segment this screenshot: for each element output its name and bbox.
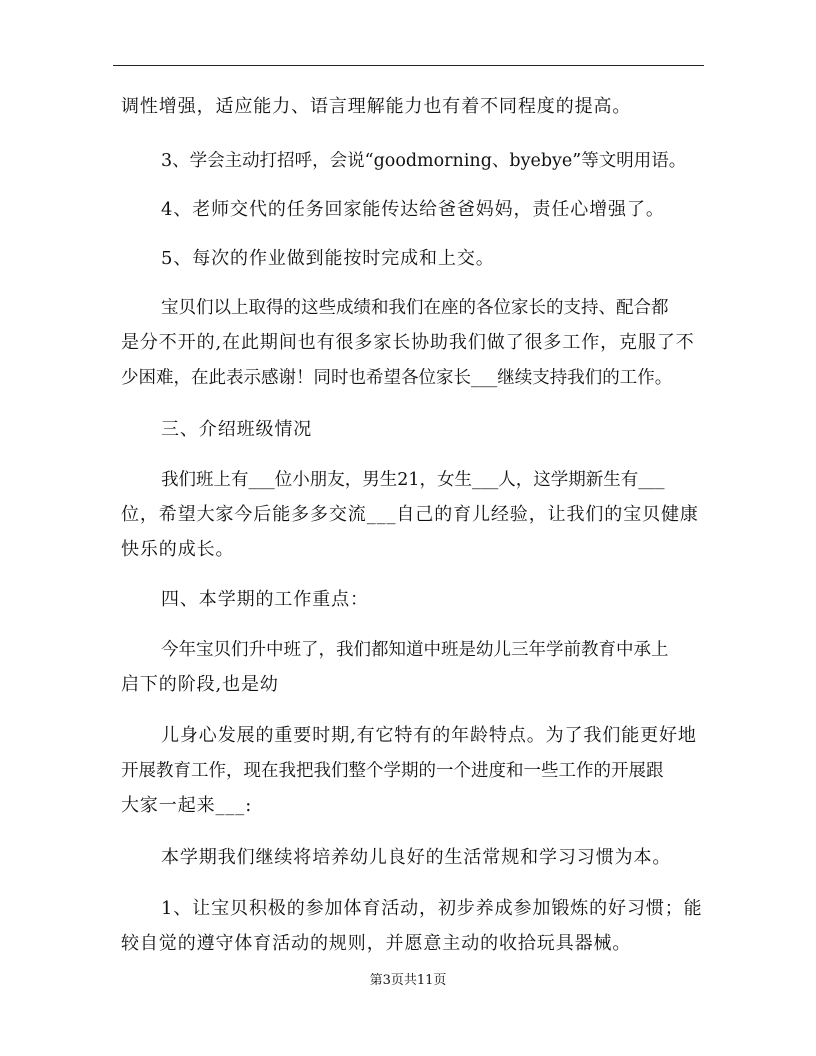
text-line-4: 5、每次的作业做到能按时完成和上交。 — [161, 248, 495, 269]
text-line-6: 是分不开的,在此期间也有很多家长协助我们做了很多工作，克服了不 — [121, 332, 695, 353]
text-line-7: 少困难，在此表示感谢！同时也希望各位家长___继续支持我们的工作。 — [121, 368, 673, 388]
text-line-1: 调性增强，适应能力、语言理解能力也有着不同程度的提高。 — [121, 96, 632, 117]
page-footer: 第3页共11页 — [369, 973, 447, 988]
text-line-14: 启下的阶段,也是幼 — [121, 674, 279, 695]
section-heading-work-focus: 四、本学期的工作重点： — [161, 589, 369, 610]
text-line-3: 4、老师交代的任务回家能传达给爸爸妈妈，责任心增强了。 — [161, 199, 665, 220]
text-line-16: 开展教育工作，现在我把我们整个学期的一个进度和一些工作的开展跟 — [121, 761, 664, 781]
header-rule — [113, 65, 704, 66]
text-line-18: 本学期我们继续将培养幼儿良好的生活常规和学习习惯为本。 — [161, 847, 672, 868]
text-line-17: 大家一起来___: — [121, 795, 253, 816]
text-line-10: 位，希望大家今后能多多交流___自己的育儿经验，让我们的宝贝健康 — [121, 504, 699, 525]
section-heading-class-info: 三、介绍班级情况 — [161, 419, 313, 440]
text-line-11: 快乐的成长。 — [121, 539, 235, 560]
text-line-19: 1、让宝贝积极的参加体育活动，初步养成参加锻炼的好习惯；能 — [161, 898, 703, 919]
text-line-2: 3、学会主动打招呼，会说“goodmorning、byebye”等文明用语。 — [161, 151, 687, 171]
text-line-15: 儿身心发展的重要时期,有它特有的年龄特点。为了我们能更好地 — [161, 725, 697, 746]
text-line-5: 宝贝们以上取得的这些成绩和我们在座的各位家长的支持、配合都 — [161, 298, 669, 318]
text-line-20: 较自觉的遵守体育活动的规则，并愿意主动的收拾玩具器械。 — [121, 933, 632, 954]
text-line-9: 我们班上有___位小朋友，男生21，女生___人，这学期新生有___ — [161, 470, 665, 490]
text-line-13: 今年宝贝们升中班了，我们都知道中班是幼儿三年学前教育中承上 — [161, 640, 669, 660]
